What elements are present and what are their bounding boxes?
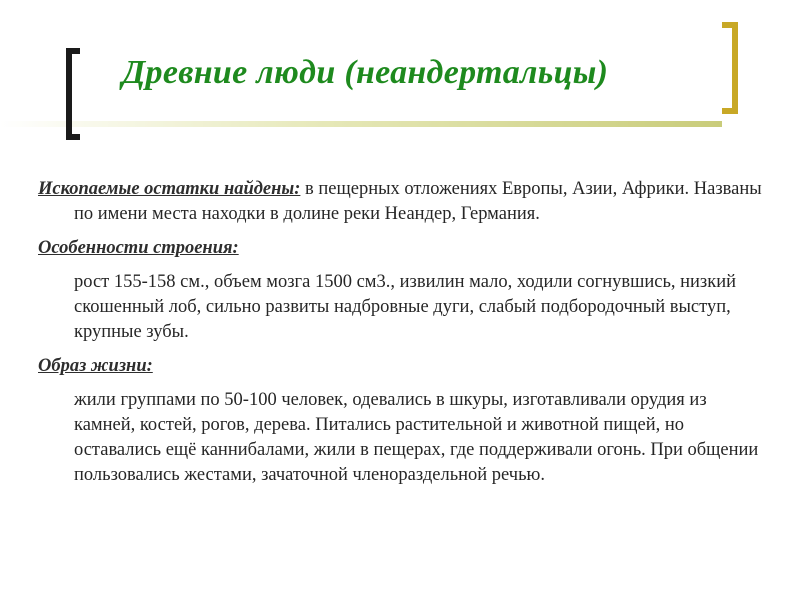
structure-paragraph <box>38 270 768 345</box>
fossil-remains-paragraph <box>38 177 768 227</box>
structure-heading: Особенности строения: <box>38 238 239 258</box>
lifestyle-heading: Образ жизни: <box>38 356 153 376</box>
left-bracket-decoration <box>66 48 80 140</box>
structure-heading-line <box>38 236 768 261</box>
slide-body <box>38 177 768 497</box>
title-underline-rule <box>0 121 722 127</box>
right-bracket-decoration <box>722 22 738 114</box>
slide-title: Древние люди (неандертальцы) <box>122 54 609 91</box>
lifestyle-heading-line <box>38 354 768 379</box>
lifestyle-paragraph <box>38 388 768 488</box>
fossil-remains-heading: Ископаемые остатки найдены: <box>38 179 301 199</box>
fossil-remains-text: в пещерных отложениях Европы, Азии, Африки. Названы по имени места находки в долине реки Неандер, Германия. <box>74 179 762 224</box>
structure-text: рост 155-158 см., объем мозга 1500 см3., извилин мало, ходили согнувшись, низкий скошенный лоб, сильно развиты надбровные дуги, слабый подбородочный выступ, крупные зубы. <box>74 272 737 342</box>
lifestyle-text: жили группами по 50-100 человек, одевались в шкуры, изготавливали орудия из камней, костей, рогов, дерева. Питались растительной и животной пищей, но оставались ещё каннибалами, жили в пещерах, где поддерживали огонь. При общении пользовались жестами, зачаточной членораздельной речью. <box>74 390 759 485</box>
